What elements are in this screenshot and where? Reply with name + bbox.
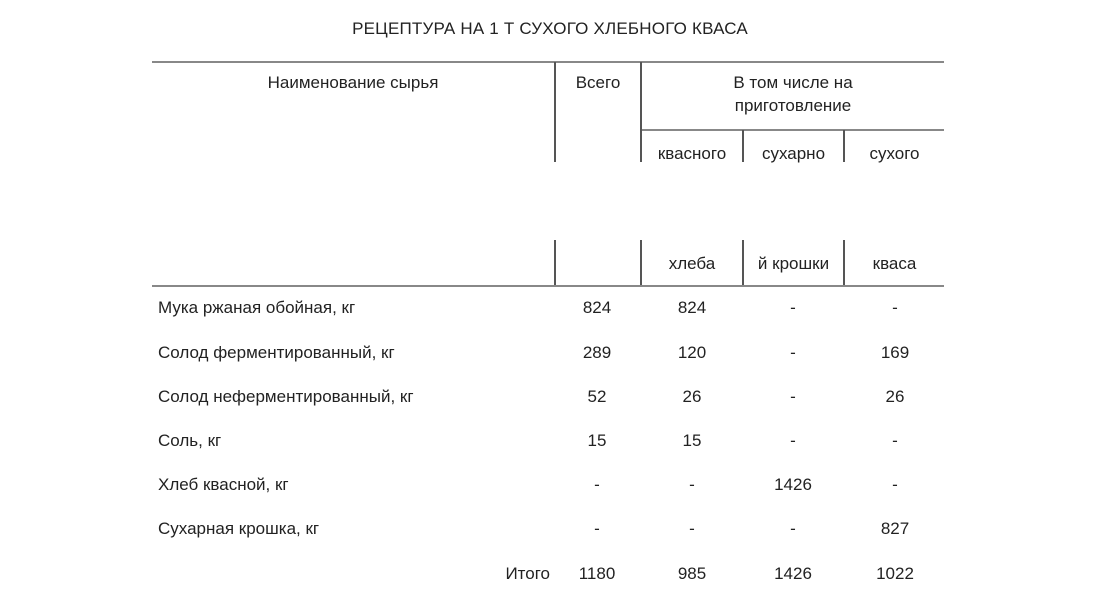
row-name: Солод ферментированный, кг <box>158 343 395 362</box>
subheader-kvass-top: сухого <box>869 144 920 163</box>
row-total: - <box>594 475 600 494</box>
row-kvass: - <box>892 431 898 450</box>
row-kvass: 26 <box>885 387 905 406</box>
row-bread: 15 <box>682 431 702 450</box>
row-total: 52 <box>587 387 607 406</box>
row-bread: 120 <box>677 343 707 362</box>
total-crumbs: 1426 <box>774 564 812 583</box>
row-crumbs: - <box>790 343 796 362</box>
row-total: 289 <box>582 343 612 362</box>
row-kvass: - <box>892 298 898 317</box>
row-total: 824 <box>582 298 612 317</box>
row-bread: 26 <box>682 387 702 406</box>
row-kvass: 827 <box>880 519 910 538</box>
row-bread: 824 <box>677 298 707 317</box>
header-total: Всего <box>575 73 621 92</box>
subheader-rule <box>641 129 944 131</box>
subheader-bread-top: квасного <box>657 144 727 163</box>
subheader-crumbs-bottom: й крошки <box>757 254 830 273</box>
row-crumbs: 1426 <box>774 475 812 494</box>
divider-total-lower <box>554 240 556 285</box>
header-bottom-rule <box>152 285 944 287</box>
row-name: Солод неферментированный, кг <box>158 387 414 406</box>
total-label: Итого <box>505 564 550 583</box>
row-name: Мука ржаная обойная, кг <box>158 298 356 317</box>
row-total: 15 <box>587 431 607 450</box>
total-bread: 985 <box>677 564 707 583</box>
row-crumbs: - <box>790 431 796 450</box>
header-group-line1: В том числе на <box>733 73 853 92</box>
header-group-line2: приготовление <box>734 96 852 115</box>
row-name: Хлеб квасной, кг <box>158 475 289 494</box>
total-kvass: 1022 <box>876 564 914 583</box>
row-crumbs: - <box>790 387 796 406</box>
row-kvass: 169 <box>880 343 910 362</box>
row-name: Сухарная крошка, кг <box>158 519 320 538</box>
row-total: - <box>594 519 600 538</box>
row-name: Соль, кг <box>158 431 222 450</box>
document-title: РЕЦЕПТУРА НА 1 Т СУХОГО ХЛЕБНОГО КВАСА <box>352 19 748 38</box>
row-kvass: - <box>892 475 898 494</box>
total-total: 1180 <box>578 564 616 583</box>
row-crumbs: - <box>790 298 796 317</box>
table-top-rule <box>152 61 944 63</box>
subheader-kvass-bottom: кваса <box>872 254 917 273</box>
subheader-crumbs-top: сухарно <box>761 144 826 163</box>
subheader-bread-bottom: хлеба <box>668 254 716 273</box>
header-name: Наименование сырья <box>267 73 439 92</box>
row-bread: - <box>689 475 695 494</box>
row-crumbs: - <box>790 519 796 538</box>
row-bread: - <box>689 519 695 538</box>
